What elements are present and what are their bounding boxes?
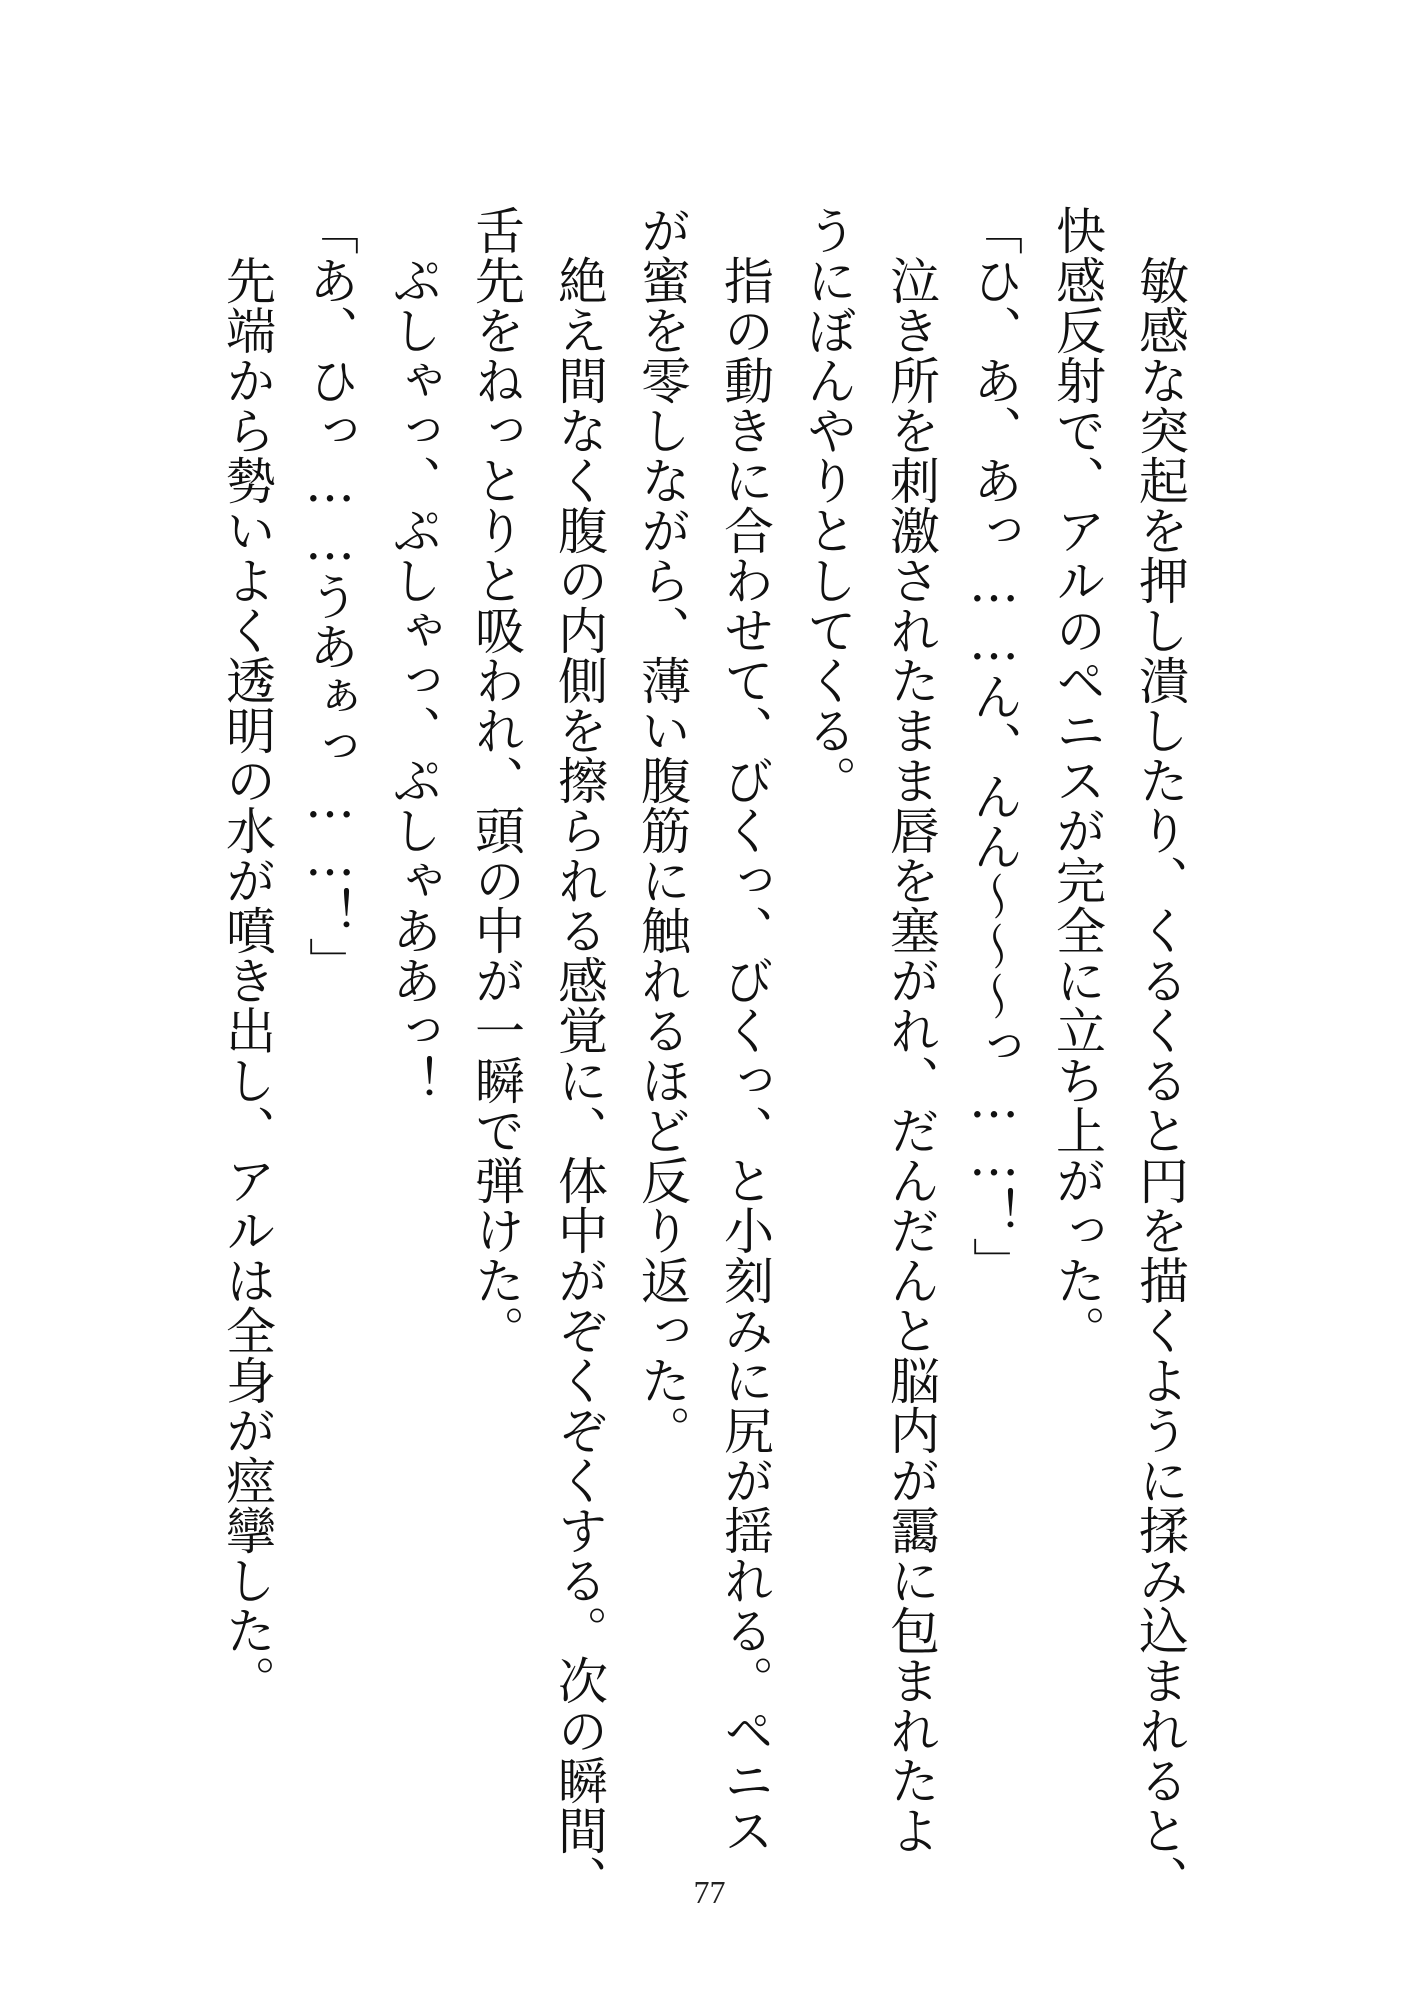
text-line: 「あ、ひっ……うあぁっ……！」 [301,205,359,987]
page-number: 77 [693,1874,726,1910]
text-line: 泣き所を刺激されたまま唇を塞がれ、だんだんと脳内が靄に包まれたよ [882,205,940,1855]
text-line: 舌先をねっとりと吸われ、頭の中が一瞬で弾けた。 [467,205,525,1355]
text-line: 先端から勢いよく透明の水が噴き出し、アルは全身が痙攣した。 [218,205,276,1705]
text-line: 絶え間なく腹の内側を擦られる感覚に、体中がぞくぞくする。次の瞬間、 [550,205,608,1905]
text-line: 快感反射で、アルのペニスが完全に立ち上がった。 [1048,205,1106,1355]
text-line: 敏感な突起を押し潰したり、くるくると円を描くように揉み込まれると、 [1131,205,1189,1905]
text-line: ぷしゃっ、ぷしゃっ、ぷしゃああっ！ [384,205,442,1105]
text-line: 指の動きに合わせて、びくっ、びくっ、と小刻みに尻が揺れる。ペニス [716,205,774,1855]
text-line: が蜜を零しながら、薄い腹筋に触れるほど反り返った。 [633,205,691,1455]
text-line: うにぼんやりとしてくる。 [799,205,857,805]
text-line: 「ひ、あ、あっ……ん、んん〜〜〜っ……！」 [965,205,1023,1287]
